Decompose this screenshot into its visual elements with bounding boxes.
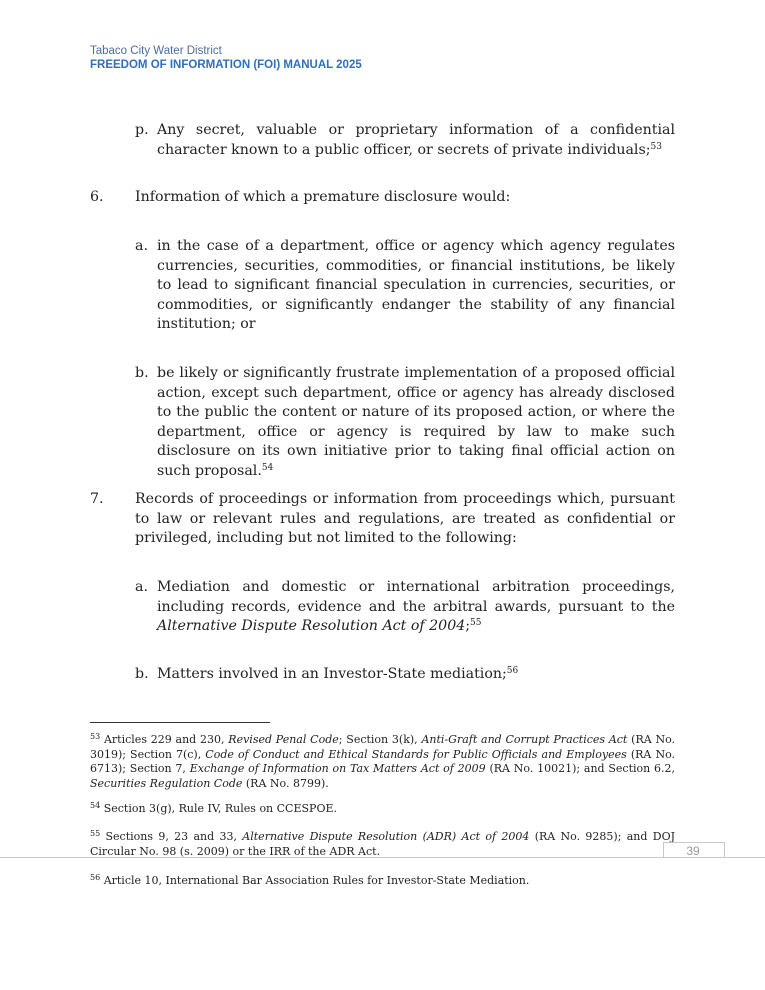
footnote-54 (90, 802, 675, 817)
footnote-text: (RA No. 3019); Section 7(c), (90, 733, 676, 761)
footnote-55 (90, 830, 675, 859)
footnote-citation: Anti-Graft and Corrupt Practices Act (421, 733, 628, 746)
footnote-ref[interactable]: 53 (650, 141, 662, 152)
footnote-citation: Exchange of Information on Tax Matters Act of 2009 (189, 762, 486, 775)
list-marker: 6. (90, 189, 104, 205)
list-item-text: Information of which a premature disclosure would: (135, 189, 511, 205)
manual-title: FREEDOM OF INFORMATION (FOI) MANUAL 2025 (90, 59, 362, 71)
footnote-citation: Revised Penal Code (228, 733, 339, 746)
footnote-text: Sections 9, 23 and 33, (105, 830, 243, 843)
footnote-text: ; Section 3(k), (338, 733, 422, 746)
footnote-text: Section 3(g), Rule IV, Rules on CCESPOE. (103, 802, 337, 815)
footnote-text: Article 10, International Bar Association Rules for Investor-State Mediation. (103, 874, 530, 887)
footnote-56 (90, 874, 675, 889)
footnote-number: 54 (90, 801, 101, 810)
list-marker: p. (135, 122, 149, 138)
list-item-text: in the case of a department, office or agency which agency regulates currencies, securities, commodities, or financial institutions, be likely to lead to significant financial speculation in currencies, securities, or commodities, or significantly endanger the stability of any financial institution; or (157, 238, 675, 332)
footnote-text: (RA No. 10021); and Section 6.2, (485, 762, 675, 775)
footnote-number: 56 (90, 873, 101, 882)
page-number: 39 (686, 844, 700, 858)
footnote-ref[interactable]: 54 (261, 462, 274, 473)
footnote-ref[interactable]: 56 (506, 666, 519, 676)
footnote-text: (RA No. 8799). (242, 776, 329, 790)
list-marker: 7. (90, 491, 104, 507)
act-title: Alternative Dispute Resolution Act of 2004 (157, 618, 466, 634)
list-marker: a. (135, 579, 148, 595)
footnote-citation: Code of Conduct and Ethical Standards for Public Officials and Employees (205, 747, 627, 761)
list-item-text: Records of proceedings or information from proceedings which, pursuant to law or relevant rules and regulations, are treated as confidential or privileged, including but not limited to the following: (135, 491, 675, 546)
list-item-text: be likely or significantly frustrate implementation of a proposed official action, except such department, office or agency has already disclosed to the public the content or nature of its proposed action, or where the department, office or agency is required by law to make such disclosure on its own initiative prior to taking final official action on such proposal. (157, 365, 675, 479)
footnote-ref[interactable]: 55 (470, 618, 482, 628)
list-item-text: Any secret, valuable or proprietary information of a confidential character known to a public officer, or secrets of private individuals; (157, 122, 675, 158)
list-item-text: Mediation and domestic or international arbitration proceedings, including records, evidence and the arbitral awards, pursuant to the (157, 579, 675, 615)
footnote-citation: Alternative Dispute Resolution (ADR) Act of 2004 (242, 830, 530, 843)
punctuation: ; (465, 618, 471, 634)
footnote-citation: Securities Regulation Code (90, 776, 243, 790)
footnote-number: 53 (90, 732, 101, 741)
footnote-text: (RA No. 9285); and DOJ Circular No. 98 (s. 2009) or the IRR of the ADR Act. (90, 830, 675, 858)
list-marker: b. (135, 365, 149, 381)
footnote-number: 55 (90, 829, 101, 838)
page-header (90, 44, 362, 72)
organization-name: Tabaco City Water District (90, 45, 222, 57)
footnote-text: Articles 229 and 230, (103, 733, 229, 746)
footer-line (0, 857, 765, 858)
footnote-53 (90, 733, 675, 791)
list-item-text: Matters involved in an Investor-State mediation; (157, 666, 507, 682)
list-marker: a. (135, 238, 148, 254)
list-marker: b. (135, 666, 149, 682)
footnote-text: (RA No. 6713); Section 7, (90, 747, 675, 775)
footnote-separator (90, 722, 270, 723)
